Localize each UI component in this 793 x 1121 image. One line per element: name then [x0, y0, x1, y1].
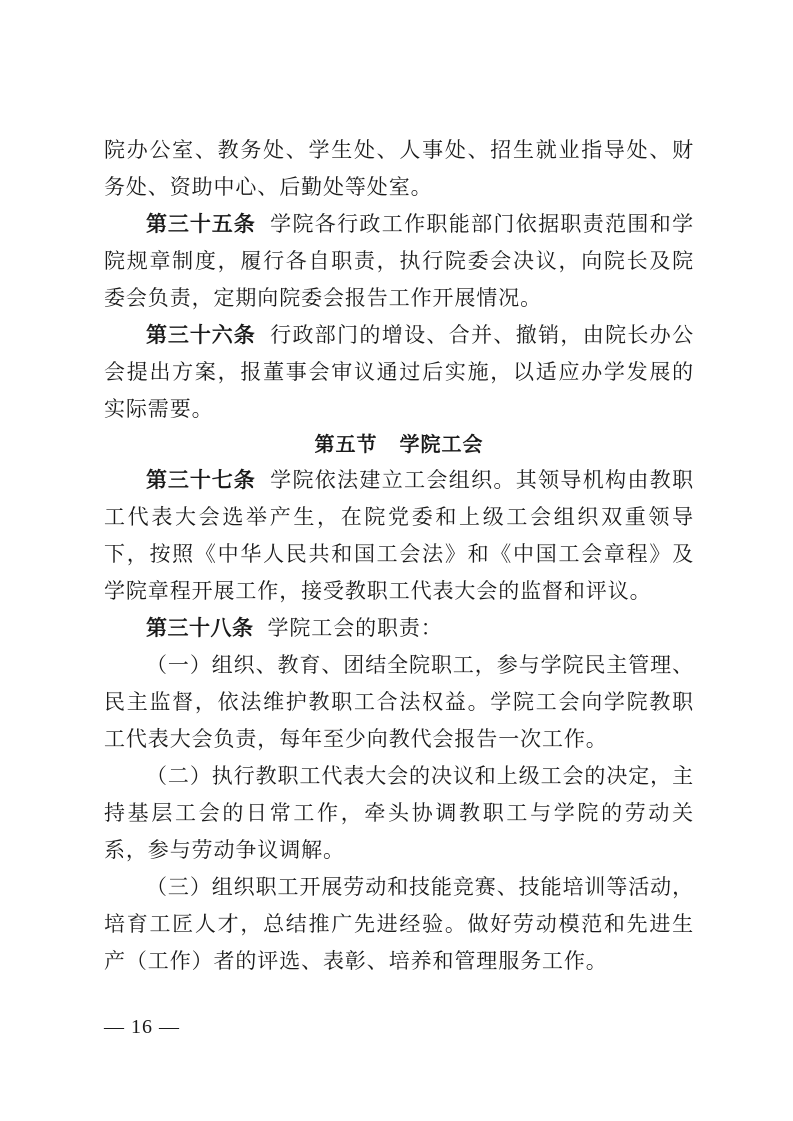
article-label: 第三十八条: [146, 616, 254, 640]
page-number: — 16 —: [104, 1016, 180, 1038]
article-35: [104, 206, 694, 317]
section-number: 第五节: [314, 432, 378, 456]
section-title: 学院工会: [399, 432, 484, 456]
article-37: [104, 462, 694, 610]
duty-text: （三）组织职工开展劳动和技能竞赛、技能培训等活动，培育工匠人才，总结推广先进经验。做好劳动模范和先进生产（工作）者的评选、表彰、培养和管理服务工作。: [104, 875, 694, 973]
article-text: 学院工会的职责：: [267, 616, 443, 640]
article-text: 学院各行政工作职能部门依据职责范围和学院规章制度，履行各自职责，执行院委会决议，向院长及院委会负责，定期向院委会报告工作开展情况。: [104, 212, 694, 310]
duty-item-1: [104, 647, 694, 758]
paragraph-text: 院办公室、教务处、学生处、人事处、招生就业指导处、财务处、资助中心、后勤处等处室。: [104, 138, 694, 199]
paragraph-continuation: [104, 132, 694, 206]
article-38: [104, 610, 694, 647]
duty-item-2: [104, 758, 694, 869]
article-label: 第三十五条: [146, 212, 256, 236]
section-heading: [104, 428, 694, 457]
article-label: 第三十七条: [146, 468, 256, 492]
duty-text: （一）组织、教育、团结全院职工，参与学院民主管理、民主监督，依法维护教职工合法权益。学院工会向学院教职工代表大会负责，每年至少向教代会报告一次工作。: [104, 653, 694, 751]
duty-item-3: [104, 869, 694, 980]
article-text: 行政部门的增设、合并、撤销，由院长办公会提出方案，报董事会审议通过后实施，以适应办学发展的实际需要。: [104, 323, 694, 421]
article-label: 第三十六条: [146, 323, 256, 347]
duty-text: （二）执行教职工代表大会的决议和上级工会的决定，主持基层工会的日常工作，牵头协调教职工与学院的劳动关系，参与劳动争议调解。: [104, 764, 694, 862]
article-text: 学院依法建立工会组织。其领导机构由教职工代表大会选举产生，在院党委和上级工会组织双重领导下，按照《中华人民共和国工会法》和《中国工会章程》及学院章程开展工作，接受教职工代表大会的监督和评议。: [104, 468, 694, 603]
article-36: [104, 317, 694, 428]
